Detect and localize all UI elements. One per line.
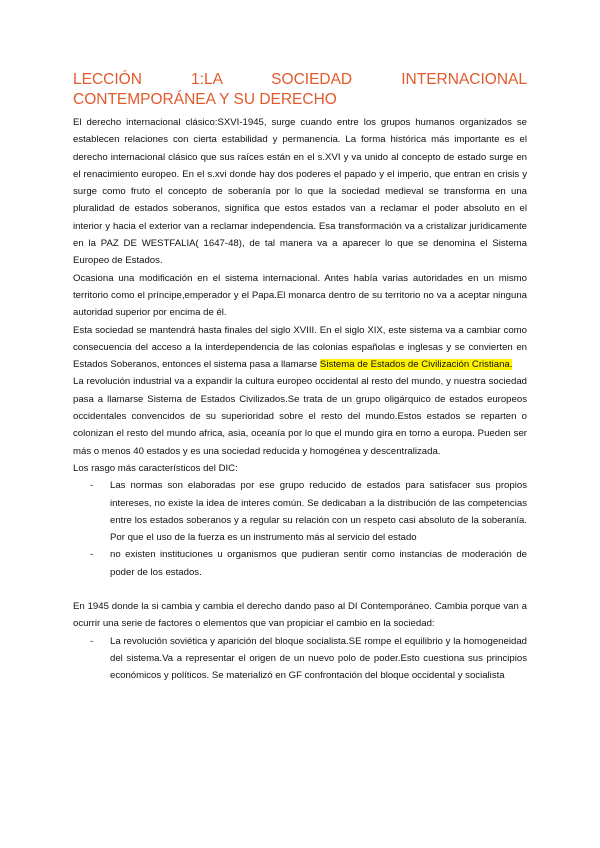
dash-bullet: - (90, 549, 94, 561)
paragraph-dic-features-heading: Los rasgo más característicos del DIC: (73, 462, 238, 474)
paragraph-christian-civilization-text: Esta sociedad se mantendrá hasta finales del siglo XVIII. En el siglo XIX, este sistema va a cambiar como consecuencia del acceso a la interdependencia de las colonias españolas e inglesas y se convierten en Estados Soberanos, entonces el sistema pasa a llamarse (73, 324, 527, 371)
lesson-title (73, 70, 527, 110)
change-factors-list (73, 633, 527, 685)
document-content (73, 70, 527, 685)
paragraph-industrial-revolution: La revolución industrial va a expandir la cultura europeo occidental al resto del mundo, y nuestra sociedad pasa a llamarse Sistema de Estados Civilizados.Se trata de un grupo oligárquico de estados europeos occidentales convencidos de su superioridad sobre el resto del mundo.Estos estados se reparten o colonizan el resto del mundo africa, asia, oceanía por lo que el mundo gira en torno a europa. Pueden ser más o menos 40 estados y es una sociedad reducida y homogénea y descentralizada. (73, 376, 527, 457)
list-item (73, 546, 527, 581)
paragraph-1945-change: En 1945 donde la si cambia y cambia el derecho dando paso al DI Contemporáneo. Cambia porque van a ocurrir una serie de factores o elementos que van propiciar el cambio en la sociedad: (73, 601, 527, 630)
lesson-title-line-1: LECCIÓN 1:LA SOCIEDAD INTERNACIONAL (73, 71, 527, 88)
paragraph-christian-civilization (73, 322, 527, 374)
lesson-title-line-2: CONTEMPORÁNEA Y SU DERECHO (73, 91, 337, 108)
list-item (73, 477, 527, 546)
paragraph-spacer (73, 581, 527, 598)
paragraph-dic-intro: El derecho internacional clásico:SXVI-1945, surge cuando entre los grupos humanos organizados se establecen relaciones con cierta estabilidad y permanencia. La forma histórica más importante es el derecho internacional clásico que sus raíces están en el s.XVI y va unido al concepto de estado surge en el renacimiento europeo. En el s.xvi donde hay dos poderes el papado y el imperio, que entran en crisis y surge como fruto el concepto de soberanía por lo que la sociedad medieval se transforma en una pluralidad de estados soberanos, significa que estos estados van a reclamar el poder absoluto en el interior y hacia el exterior van a reclamar independencia. Esa transformación va a cristalizar jurídicamente en la PAZ DE WESTFALIA( 1647-48), de tal manera va a aparecer lo que se denomina el Sistema Europeo de Estados. (73, 117, 527, 267)
dash-bullet: - (90, 635, 94, 647)
dic-features-list (73, 477, 527, 581)
list-item (73, 633, 527, 685)
list-item-text: La revolución soviética y aparición del bloque socialista.SE rompe el equilibrio y la homogeneidad del sistema.Va a representar el origen de un nuevo polo de poder.Esto cuestiona sus principios económicos y políticos. Se materializó en GF confrontación del bloque occidental y socialista (110, 635, 527, 682)
highlighted-text: Sistema de Estados de Civilización Cristiana. (319, 359, 513, 371)
list-item-text: Las normas son elaboradas por ese grupo reducido de estados para satisfacer sus propios intereses, no existe la idea de interes común. Se dedicaban a la distribución de las competencias entre los estados soberanos y a regular su relación con un respeto casi absoluto de la soberanía. Por que el uso de la fuerza es un instrumento más al servicio del estado (110, 480, 527, 544)
paragraph-system-modification: Ocasiona una modificación en el sistema internacional. Antes había varias autoridades en un mismo territorio como el príncipe,emperador y el Papa.El monarca dentro de su territorio no va a aceptar ninguna autoridad superior por encima de él. (73, 272, 527, 319)
list-item-text: no existen instituciones u organismos que pudieran sentir como instancias de moderación de poder de los estados. (110, 549, 527, 578)
dash-bullet: - (90, 480, 94, 492)
